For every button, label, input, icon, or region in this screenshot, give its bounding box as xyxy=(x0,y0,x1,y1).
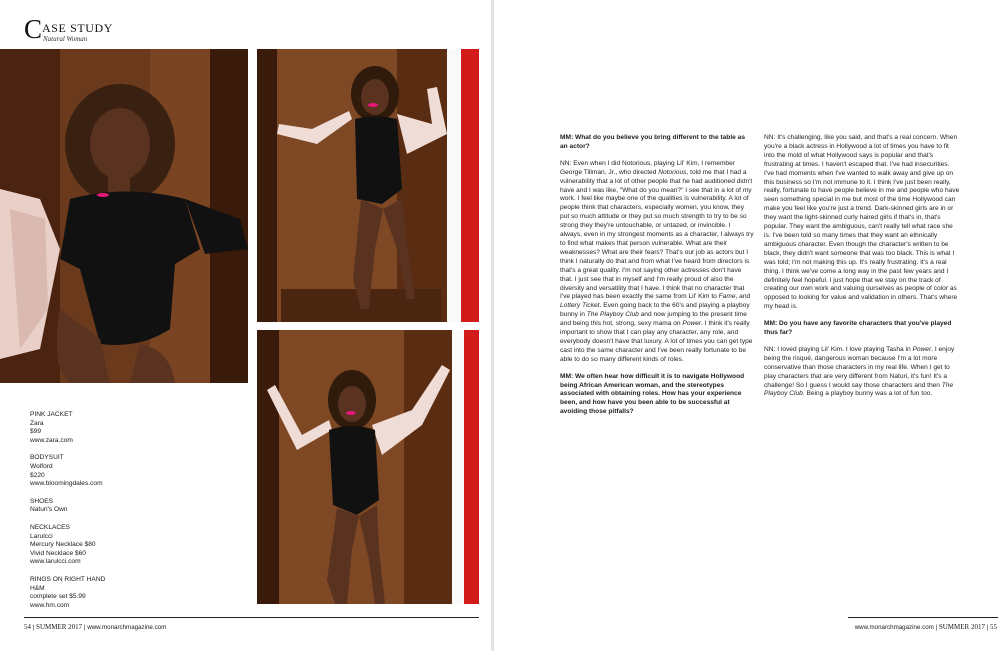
page-footer-left: 54 | SUMMER 2017 | www.monarchmagazine.com xyxy=(24,623,167,631)
site-link: www.monarchmagazine.com xyxy=(854,624,934,631)
credit-necklaces: NECKLACES Larulcci Mercury Necklace $80 Vivid Necklace $60 www.larulcci.com xyxy=(30,524,230,567)
left-page xyxy=(0,0,491,651)
question-2: MM: We often hear how difficult it is to navigate Hollywood being African American woman, and the stereotypes associated with obtaining roles. How has your experience been, and how have you been able to be successful at avoiding those pitfalls? xyxy=(560,372,745,416)
header-subtitle: Natural Woman xyxy=(43,35,88,43)
interview-column-2 xyxy=(764,134,960,407)
footer-rule xyxy=(848,617,998,618)
answer-1: NN: Even when I did Notorious, playing Lil' Kim, I remember George Tillman, Jr., who directed Notorious, told me that I had a vulnerability that a lot of other people that he had auditioned didn't have and I was like, "What do you mean?" I see that in a lot of my work. I feel like maybe one of the qualities is vulnerability. A lot of people think that characters, especially women, you know, they put so much attitude or they put so much strength to try to be so strong they they're untouchable, or untazed, or invincible. I always, even in my strongest moments as a character, I always try to find what makes that person vulnerable. What are their weaknesses? What are their fears? That's our job as actors but I think I naturally do that and from what I've heard from directors is that's a great quality. I'm not saying other actresses don't have that. I just see that in myself and I'm really proud of also the diversity and versatility that I have. I think that no character that I've played has been exactly the same from Lil' Kim to Fame, and Lottery Ticket. Even going back to the 60's and playing a playboy bunny in The Playboy Club and now jumping to the present time and being this hot, strong, sexy mama on Power. I think it's really important to show that I can play any character, any role, and everybody doesn't have that luxury. A lot of times you can get type cast into the same character and I've been really fortunate to be able to do so many different kinds of roles. xyxy=(560,159,754,363)
photo-doorway-pose-bottom xyxy=(257,330,479,604)
site-link: www.monarchmagazine.com xyxy=(87,624,167,631)
page-number: 54 xyxy=(24,623,31,631)
issue-label: SUMMER 2017 xyxy=(36,623,83,631)
interview-column-1 xyxy=(560,134,754,425)
footer-rule xyxy=(24,617,479,618)
wardrobe-credits xyxy=(30,411,230,619)
credit-link: www.bloomingdales.com xyxy=(30,480,103,488)
question-1: MM: What do you believe you bring different to the table as an actor? xyxy=(560,134,746,150)
right-page xyxy=(494,0,1007,651)
question-3: MM: Do you have any favorite characters that you've played thus far? xyxy=(764,320,952,337)
credit-shoes: SHOES Naturi's Own xyxy=(30,497,68,514)
credit-pink-jacket: PINK JACKET Zara $99 www.zara.com xyxy=(30,411,230,445)
answer-2: NN: It's challenging, like you said, and that's a real concern. When you're a black actress in Hollywood a lot of times you have to fit into the mold of what Hollywood says is popular and that's frustrating at times. I haven't escaped that. I've had insecurities. I've had moments when I've wanted to walk away and give up on this business so I'm not immune to it. I think I've just been really, really, fortunate to have people believe in me and people who have seen something special in me but most of the time Hollywood can make you feel like you're just a trend. Dark-skinned girls are in or they want the light-skinned curly haired girls if that's in, that's popular. They want the ambiguous, can't really tell what race she is. I've been told so many times that they want an ethnically ambiguous character. Even though the character's written to be black, they didn't want someone that was too black. This is what I was told; I'm not making this up. It's really frustrating. It's a real thing. I think we've come a long way in the past few years and I definitely feel hopeful. I just hope that we stay on the track of creating our own work and valuing ourselves as people of color as opposed to looking for value and validation in others. That's where my head is. xyxy=(764,134,960,311)
credit-rings: RINGS ON RIGHT HAND H&M complete set $5.99 www.hm.com xyxy=(30,576,230,610)
header-title: ASE STUDY xyxy=(42,21,114,35)
answer-3: NN: I loved playing Lil' Kim. I love playing Tasha in Power. I enjoy being the risqué, dangerous woman because I'm a lot more conservative than those characters in my real life. When I get to play characters that are very different from Naturi, it's fun! It's a challenge! So I guess I would say those characters and then The Playboy Club. Being a playboy bunny was a lot of fun too. xyxy=(764,345,955,398)
page-footer-right: www.monarchmagazine.com | SUMMER 2017 | 55 xyxy=(854,623,997,631)
credit-link: www.zara.com xyxy=(30,436,73,444)
credit-link: www.larulcci.com xyxy=(30,558,81,566)
header-drop-cap: C xyxy=(24,14,43,44)
credit-link: www.hm.com xyxy=(30,601,70,609)
issue-label: SUMMER 2017 xyxy=(938,623,985,631)
page-number: 55 xyxy=(990,623,997,631)
photo-doorway-pose-top xyxy=(257,49,479,322)
photo-portrait-large xyxy=(0,49,248,383)
credit-bodysuit: BODYSUIT Wolford $220 www.bloomingdales.com xyxy=(30,454,230,488)
